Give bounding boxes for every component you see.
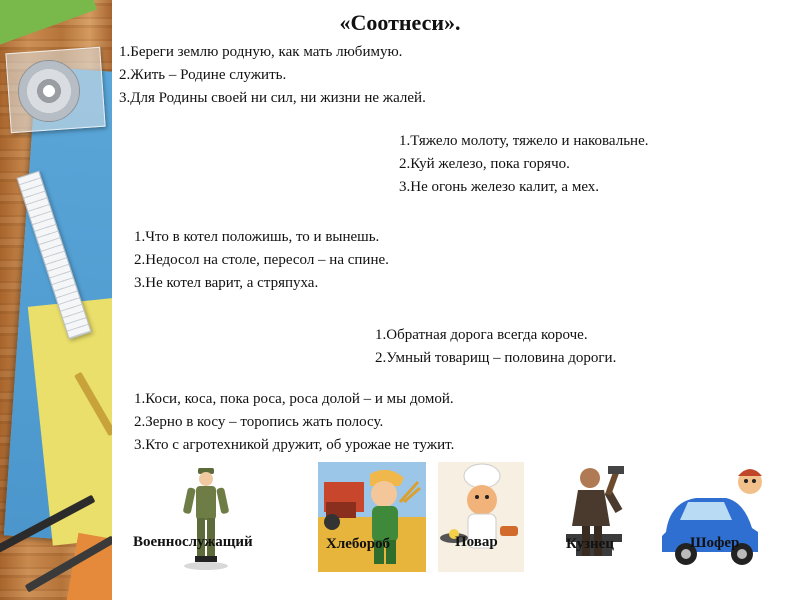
proverb-line: 2.Зерно в косу – торопись жать полосу. [134,414,384,430]
proverb-line: 2.Жить – Родине служить. [119,67,287,83]
proverb-line: 1.Тяжело молоту, тяжело и наковальне. [399,133,649,149]
profession-farmer[interactable] [318,462,426,572]
proverb-group-homeland [119,41,426,110]
desk-background [0,0,112,600]
cook-icon [438,462,524,572]
proverb-line: 3.Не огонь железо калит, а мех. [399,179,600,195]
proverb-line: 1.Коси, коса, пока роса, роса долой – и мы домой. [134,391,454,407]
profession-label: Хлебороб [326,536,391,552]
profession-label: Военнослужащий [133,534,253,550]
proverb-line: 3.Не котел варит, а стряпуха. [134,275,319,291]
car-driver-icon [658,462,768,572]
proverb-line: 2.Умный товарищ – половина дороги. [375,350,617,366]
proverb-line: 2.Куй железо, пока горячо. [399,156,570,172]
profession-driver[interactable] [658,462,768,572]
proverb-group-cook [134,226,389,295]
proverb-group-smith [399,130,648,199]
proverb-line: 1.Что в котел положишь, то и вынешь. [134,229,380,245]
soldier-icon [170,462,242,572]
proverb-line: 1.Обратная дорога всегда короче. [375,327,588,343]
profession-label: Шофер [690,535,740,551]
proverb-group-farmer [134,388,454,457]
proverb-line: 3.Для Родины своей ни сил, ни жизни не жалей. [119,90,426,106]
proverb-line: 1.Береги землю родную, как мать любимую. [119,44,403,60]
profession-label: Повар [455,534,498,550]
blacksmith-icon [556,462,636,572]
profession-label: Кузнец [566,536,614,552]
profession-soldier[interactable] [133,462,253,572]
profession-cook[interactable] [438,462,524,572]
farmer-icon [318,462,426,572]
page-title: «Соотнеси». [339,10,461,35]
proverb-line: 2.Недосол на столе, пересол – на спине. [134,252,389,268]
proverb-group-driver [375,324,616,370]
proverb-line: 3.Кто с агротехникой дружит, об урожае не тужит. [134,437,455,453]
cd-disc-icon [18,60,80,122]
profession-blacksmith[interactable] [556,462,636,572]
